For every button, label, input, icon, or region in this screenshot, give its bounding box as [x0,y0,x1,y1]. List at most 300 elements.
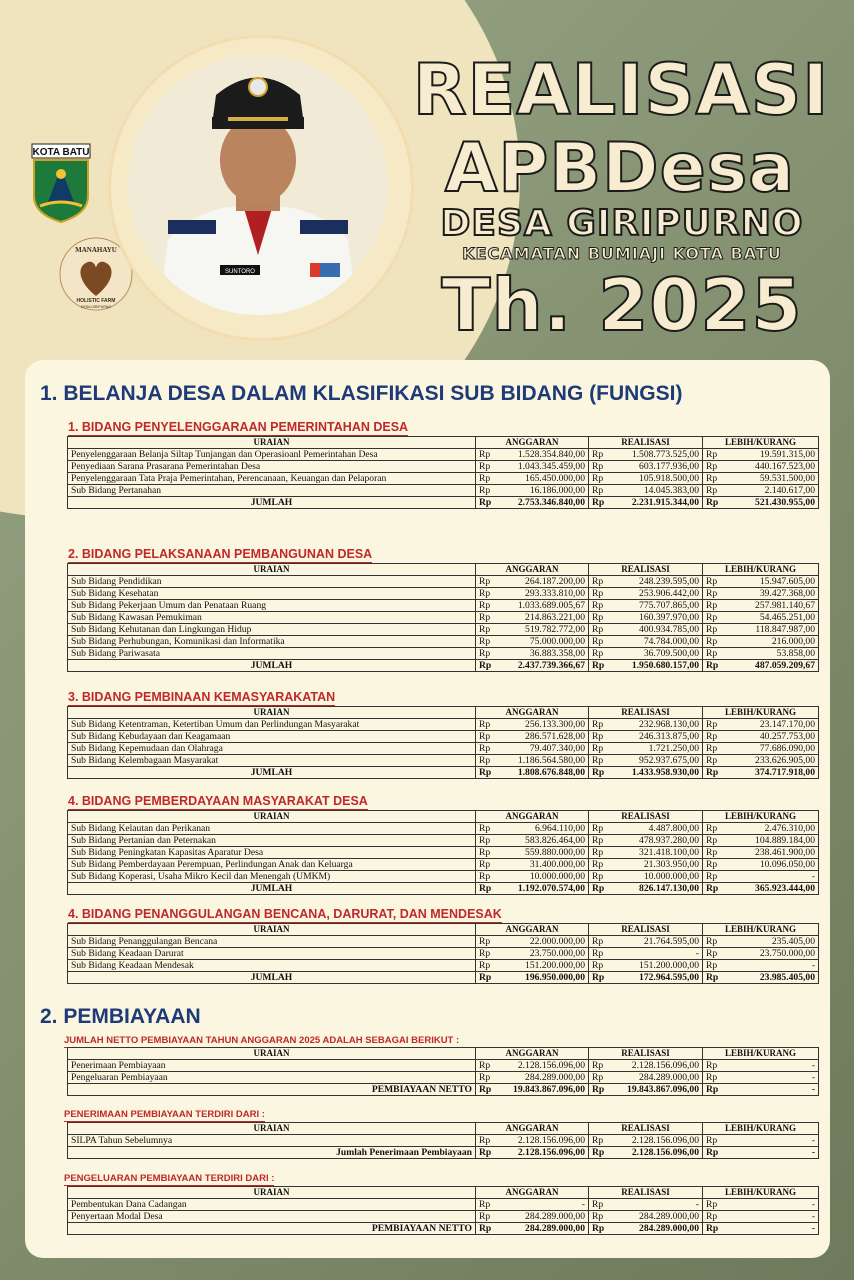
currency-label: Rp [476,497,492,509]
row-value-l: 257.981.140,67 [719,600,819,612]
col-anggaran: ANGGARAN [476,924,589,936]
total-value-a: 19.843.867.096,00 [492,1084,589,1096]
col-uraian: URAIAN [68,924,476,936]
table-row [68,719,819,731]
currency-label: Rp [703,948,719,960]
col-uraian: URAIAN [68,1048,476,1060]
currency-label: Rp [476,461,492,473]
currency-label: Rp [589,948,605,960]
row-uraian: Sub Bidang Ketentraman, Ketertiban Umum dan Perlindungan Masyarakat [68,719,476,731]
currency-label: Rp [589,1147,605,1159]
row-uraian: Penyediaan Sarana Prasarana Pemerintahan Desa [68,461,476,473]
currency-label: Rp [703,461,719,473]
currency-label: Rp [476,1072,492,1084]
currency-label: Rp [589,648,605,660]
total-value-a: 1.808.676.848,00 [492,767,589,779]
col-anggaran: ANGGARAN [476,707,589,719]
currency-label: Rp [703,485,719,497]
currency-label: Rp [476,743,492,755]
total-value-r: 826.147.130,00 [605,883,703,895]
section2-title: 2. PEMBIAYAAN [40,1005,201,1028]
bidang4-table [67,810,819,895]
currency-label: Rp [703,600,719,612]
row-value-r: 2.128.156.096,00 [605,1135,703,1147]
bidang2-table [67,563,819,672]
row-value-a: 36.883.358,00 [492,648,589,660]
currency-label: Rp [589,883,605,895]
row-value-r: 400.934.785,00 [605,624,703,636]
bidang2-title: 2. BIDANG PELAKSANAAN PEMBANGUNAN DESA [68,547,373,561]
table-total-row [68,883,819,895]
row-value-l: 235.405,00 [719,936,819,948]
currency-label: Rp [476,936,492,948]
currency-label: Rp [589,485,605,497]
row-uraian: Sub Bidang Keadaan Darurat [68,948,476,960]
currency-label: Rp [703,576,719,588]
currency-label: Rp [476,883,492,895]
currency-label: Rp [703,972,719,984]
col-uraian: URAIAN [68,564,476,576]
pembiayaan1-title: JUMLAH NETTO PEMBIAYAAN TAHUN ANGGARAN 2025 ADALAH SEBAGAI BERIKUT : [64,1035,460,1046]
currency-label: Rp [703,1072,719,1084]
table-row [68,1199,819,1211]
row-value-l: - [719,960,819,972]
row-uraian: Sub Bidang Perhubungan, Komunikasi dan Informatika [68,636,476,648]
table-total-row [68,1084,819,1096]
row-value-a: 1.528.354.840,00 [492,449,589,461]
bidang1-table [67,436,819,509]
currency-label: Rp [703,859,719,871]
table-row [68,1060,819,1072]
title-apbdesa: APBDesa [444,129,796,208]
row-value-l: 53.858,00 [719,648,819,660]
table-total-row [68,1223,819,1235]
total-label: JUMLAH [68,972,476,984]
currency-label: Rp [589,835,605,847]
row-value-l: 23.147.170,00 [719,719,819,731]
row-value-l: 440.167.523,00 [719,461,819,473]
row-value-l: 59.531.500,00 [719,473,819,485]
row-value-a: 151.200.000,00 [492,960,589,972]
bidang4-title: 4. BIDANG PEMBERDAYAAN MASYARAKAT DESA [68,794,368,808]
row-uraian: Sub Bidang Pertanian dan Peternakan [68,835,476,847]
currency-label: Rp [476,960,492,972]
row-uraian: Sub Bidang Keadaan Mendesak [68,960,476,972]
currency-label: Rp [703,719,719,731]
total-value-r: 1.433.958.930,00 [605,767,703,779]
currency-label: Rp [589,1072,605,1084]
row-value-l: - [719,1135,819,1147]
row-value-a: 31.400.000,00 [492,859,589,871]
total-value-a: 2.437.739.366,67 [492,660,589,672]
currency-label: Rp [476,731,492,743]
currency-label: Rp [703,755,719,767]
row-uraian: Sub Bidang Kesehatan [68,588,476,600]
currency-label: Rp [589,1199,605,1211]
table-total-row [68,767,819,779]
currency-label: Rp [476,823,492,835]
title-desa: DESA GIRIPURNO [440,203,804,244]
row-value-r: 21.303.950,00 [605,859,703,871]
currency-label: Rp [476,1135,492,1147]
currency-label: Rp [703,612,719,624]
row-value-l: 40.257.753,00 [719,731,819,743]
row-uraian: Penyertaan Modal Desa [68,1211,476,1223]
col-lebih-kurang: LEBIH/KURANG [703,564,819,576]
currency-label: Rp [476,600,492,612]
col-uraian: URAIAN [68,1187,476,1199]
row-value-a: 2.128.156.096,00 [492,1060,589,1072]
currency-label: Rp [703,1084,719,1096]
row-value-l: - [719,1072,819,1084]
col-realisasi: REALISASI [589,811,703,823]
currency-label: Rp [476,767,492,779]
row-uraian: Penyelenggaraan Belanja Siltap Tunjangan dan Operasioanl Pemerintahan Desa [68,449,476,461]
table-row [68,612,819,624]
row-value-r: 952.937.675,00 [605,755,703,767]
total-value-r: 284.289.000,00 [605,1223,703,1235]
currency-label: Rp [476,859,492,871]
row-uraian: Penyelenggaraan Tata Praja Pemerintahan, Perencanaan, Keuangan dan Pelaporan [68,473,476,485]
total-value-l: - [719,1084,819,1096]
table-row [68,1135,819,1147]
pembiayaan3-table [67,1186,819,1235]
table-row [68,755,819,767]
total-value-l: 365.923.444,00 [719,883,819,895]
table-header-row [68,564,819,576]
currency-label: Rp [476,636,492,648]
currency-label: Rp [589,767,605,779]
row-value-a: 1.186.564.580,00 [492,755,589,767]
currency-label: Rp [703,871,719,883]
manahayu-bottom-text: HOLISTIC FARM [76,298,116,304]
row-value-l: 118.847.987,00 [719,624,819,636]
row-value-l: - [719,1211,819,1223]
row-uraian: Penerimaan Pembiayaan [68,1060,476,1072]
col-lebih-kurang: LEBIH/KURANG [703,1048,819,1060]
currency-label: Rp [589,449,605,461]
row-value-r: 478.937.280,00 [605,835,703,847]
total-label: JUMLAH [68,767,476,779]
row-value-l: 15.947.605,00 [719,576,819,588]
official-portrait [128,55,388,315]
table-header-row [68,811,819,823]
row-value-l: 216.000,00 [719,636,819,648]
row-value-a: 284.289.000,00 [492,1211,589,1223]
total-value-a: 2.128.156.096,00 [492,1147,589,1159]
row-uraian: Sub Bidang Kawasan Pemukiman [68,612,476,624]
row-uraian: Sub Bidang Penanggulangan Bencana [68,936,476,948]
row-value-r: 10.000.000,00 [605,871,703,883]
total-label: JUMLAH [68,883,476,895]
table-row [68,588,819,600]
table-row [68,835,819,847]
col-uraian: URAIAN [68,707,476,719]
title-kecamatan: KECAMATAN BUMIAJI KOTA BATU [462,244,782,263]
currency-label: Rp [476,1211,492,1223]
currency-label: Rp [703,497,719,509]
row-value-r: 603.177.936,00 [605,461,703,473]
row-value-r: 151.200.000,00 [605,960,703,972]
row-value-a: 559.880.000,00 [492,847,589,859]
table-row [68,871,819,883]
total-label: JUMLAH [68,497,476,509]
row-value-r: 232.968.130,00 [605,719,703,731]
row-value-r: 2.128.156.096,00 [605,1060,703,1072]
total-value-l: 521.430.955,00 [719,497,819,509]
currency-label: Rp [703,636,719,648]
currency-label: Rp [589,719,605,731]
currency-label: Rp [476,576,492,588]
currency-label: Rp [589,859,605,871]
total-value-a: 1.192.070.574,00 [492,883,589,895]
row-value-r: 1.721.250,00 [605,743,703,755]
col-realisasi: REALISASI [589,707,703,719]
currency-label: Rp [476,449,492,461]
table-row [68,576,819,588]
table-row [68,743,819,755]
currency-label: Rp [589,823,605,835]
currency-label: Rp [589,936,605,948]
manahayu-top-text: MANAHAYU [75,246,117,254]
currency-label: Rp [589,743,605,755]
row-value-r: 14.045.383,00 [605,485,703,497]
row-value-a: 583.826.464,00 [492,835,589,847]
pembiayaan1-table [67,1047,819,1096]
row-value-r: 253.906.442,00 [605,588,703,600]
currency-label: Rp [703,936,719,948]
currency-label: Rp [589,636,605,648]
row-value-r: 160.397.970,00 [605,612,703,624]
table-row [68,624,819,636]
table-row [68,485,819,497]
currency-label: Rp [476,648,492,660]
total-value-l: - [719,1147,819,1159]
row-value-r: - [605,948,703,960]
table-row [68,648,819,660]
currency-label: Rp [476,473,492,485]
row-value-l: 39.427.368,00 [719,588,819,600]
row-uraian: Sub Bidang Kepemudaan dan Olahraga [68,743,476,755]
row-value-r: 36.709.500,00 [605,648,703,660]
row-uraian: Sub Bidang Koperasi, Usaha Mikro Kecil dan Menengah (UMKM) [68,871,476,883]
currency-label: Rp [703,731,719,743]
col-anggaran: ANGGARAN [476,1187,589,1199]
total-value-l: 374.717.918,00 [719,767,819,779]
title-realisasi: REALISASI [412,49,830,131]
currency-label: Rp [476,1223,492,1235]
col-lebih-kurang: LEBIH/KURANG [703,811,819,823]
table-row [68,960,819,972]
row-value-l: 54.465.251,00 [719,612,819,624]
row-value-r: 21.764.595,00 [605,936,703,948]
table-header-row [68,1048,819,1060]
row-value-l: 10.096.050,00 [719,859,819,871]
row-value-a: 10.000.000,00 [492,871,589,883]
currency-label: Rp [589,660,605,672]
table-header-row [68,1123,819,1135]
row-value-a: 214.863.221,00 [492,612,589,624]
table-row [68,1072,819,1084]
pembiayaan2-table [67,1122,819,1159]
row-value-l: 23.750.000,00 [719,948,819,960]
col-lebih-kurang: LEBIH/KURANG [703,1187,819,1199]
col-realisasi: REALISASI [589,1187,703,1199]
table-row [68,823,819,835]
currency-label: Rp [476,755,492,767]
currency-label: Rp [703,883,719,895]
currency-label: Rp [589,612,605,624]
currency-label: Rp [476,847,492,859]
table-row [68,600,819,612]
currency-label: Rp [476,588,492,600]
table-total-row [68,1147,819,1159]
row-value-a: - [492,1199,589,1211]
row-value-a: 1.043.345.459,00 [492,461,589,473]
row-value-l: 233.626.905,00 [719,755,819,767]
currency-label: Rp [703,1199,719,1211]
currency-label: Rp [589,461,605,473]
row-uraian: SILPA Tahun Sebelumnya [68,1135,476,1147]
table-row [68,449,819,461]
row-value-a: 519.782.772,00 [492,624,589,636]
table-row [68,948,819,960]
total-value-a: 2.753.346.840,00 [492,497,589,509]
col-realisasi: REALISASI [589,564,703,576]
currency-label: Rp [589,1211,605,1223]
total-label: PEMBIAYAAN NETTO [68,1223,476,1235]
col-uraian: URAIAN [68,811,476,823]
currency-label: Rp [476,485,492,497]
currency-label: Rp [703,473,719,485]
col-uraian: URAIAN [68,437,476,449]
row-value-l: 77.686.090,00 [719,743,819,755]
currency-label: Rp [589,847,605,859]
row-uraian: Sub Bidang Pekerjaan Umum dan Penataan Ruang [68,600,476,612]
row-uraian: Pengeluaran Pembiayaan [68,1072,476,1084]
total-value-a: 196.950.000,00 [492,972,589,984]
col-realisasi: REALISASI [589,437,703,449]
currency-label: Rp [476,1147,492,1159]
currency-label: Rp [589,972,605,984]
col-lebih-kurang: LEBIH/KURANG [703,707,819,719]
currency-label: Rp [589,497,605,509]
total-value-l: 23.985.405,00 [719,972,819,984]
row-value-l: - [719,1199,819,1211]
row-value-r: 1.508.773.525,00 [605,449,703,461]
currency-label: Rp [703,743,719,755]
table-row [68,636,819,648]
currency-label: Rp [476,972,492,984]
currency-label: Rp [476,1084,492,1096]
row-uraian: Pembentukan Dana Cadangan [68,1199,476,1211]
section1-title: 1. BELANJA DESA DALAM KLASIFIKASI SUB BIDANG (FUNGSI) [40,382,683,405]
currency-label: Rp [703,835,719,847]
row-uraian: Sub Bidang Pemberdayaan Perempuan, Perlindungan Anak dan Keluarga [68,859,476,871]
currency-label: Rp [589,960,605,972]
total-label: PEMBIAYAAN NETTO [68,1084,476,1096]
table-row [68,461,819,473]
currency-label: Rp [703,823,719,835]
table-header-row [68,707,819,719]
row-value-r: 775.707.865,00 [605,600,703,612]
currency-label: Rp [476,660,492,672]
table-row [68,859,819,871]
kota-batu-label: KOTA BATU [32,147,90,158]
currency-label: Rp [703,660,719,672]
row-value-r: 321.418.100,00 [605,847,703,859]
currency-label: Rp [703,1223,719,1235]
row-value-a: 23.750.000,00 [492,948,589,960]
total-label: Jumlah Penerimaan Pembiayaan [68,1147,476,1159]
table-header-row [68,924,819,936]
currency-label: Rp [589,1135,605,1147]
currency-label: Rp [703,449,719,461]
row-value-r: - [605,1199,703,1211]
currency-label: Rp [476,1060,492,1072]
row-value-a: 75.000.000,00 [492,636,589,648]
row-value-a: 165.450.000,00 [492,473,589,485]
row-value-a: 286.571.628,00 [492,731,589,743]
row-value-a: 293.333.810,00 [492,588,589,600]
row-uraian: Sub Bidang Pendidikan [68,576,476,588]
pembiayaan2-title: PENERIMAAN PEMBIAYAAN TERDIRI DARI : [64,1109,265,1120]
currency-label: Rp [476,948,492,960]
currency-label: Rp [703,588,719,600]
table-total-row [68,497,819,509]
col-realisasi: REALISASI [589,1123,703,1135]
manahayu-sub-text: DESA GIRIPURNO [80,305,112,309]
currency-label: Rp [703,960,719,972]
col-anggaran: ANGGARAN [476,811,589,823]
bidang5-table [67,923,819,984]
total-value-l: - [719,1223,819,1235]
table-row [68,1211,819,1223]
kota-batu-logo [28,140,94,224]
row-uraian: Sub Bidang Pariwasata [68,648,476,660]
col-lebih-kurang: LEBIH/KURANG [703,1123,819,1135]
table-row [68,936,819,948]
currency-label: Rp [703,624,719,636]
currency-label: Rp [589,624,605,636]
currency-label: Rp [476,1199,492,1211]
row-value-a: 79.407.340,00 [492,743,589,755]
table-header-row [68,1187,819,1199]
currency-label: Rp [589,1060,605,1072]
currency-label: Rp [589,588,605,600]
table-row [68,847,819,859]
row-uraian: Sub Bidang Kehutanan dan Lingkungan Hidup [68,624,476,636]
currency-label: Rp [703,1211,719,1223]
row-value-r: 74.784.000,00 [605,636,703,648]
row-uraian: Sub Bidang Peningkatan Kapasitas Aparatur Desa [68,847,476,859]
row-value-l: 2.140.617,00 [719,485,819,497]
total-label: JUMLAH [68,660,476,672]
currency-label: Rp [703,1147,719,1159]
currency-label: Rp [703,767,719,779]
table-row [68,473,819,485]
currency-label: Rp [589,576,605,588]
row-value-a: 2.128.156.096,00 [492,1135,589,1147]
row-value-r: 105.918.500,00 [605,473,703,485]
row-value-l: - [719,1060,819,1072]
row-value-l: 19.591.315,00 [719,449,819,461]
row-value-l: - [719,871,819,883]
col-anggaran: ANGGARAN [476,1048,589,1060]
currency-label: Rp [589,473,605,485]
table-row [68,731,819,743]
bidang3-table [67,706,819,779]
